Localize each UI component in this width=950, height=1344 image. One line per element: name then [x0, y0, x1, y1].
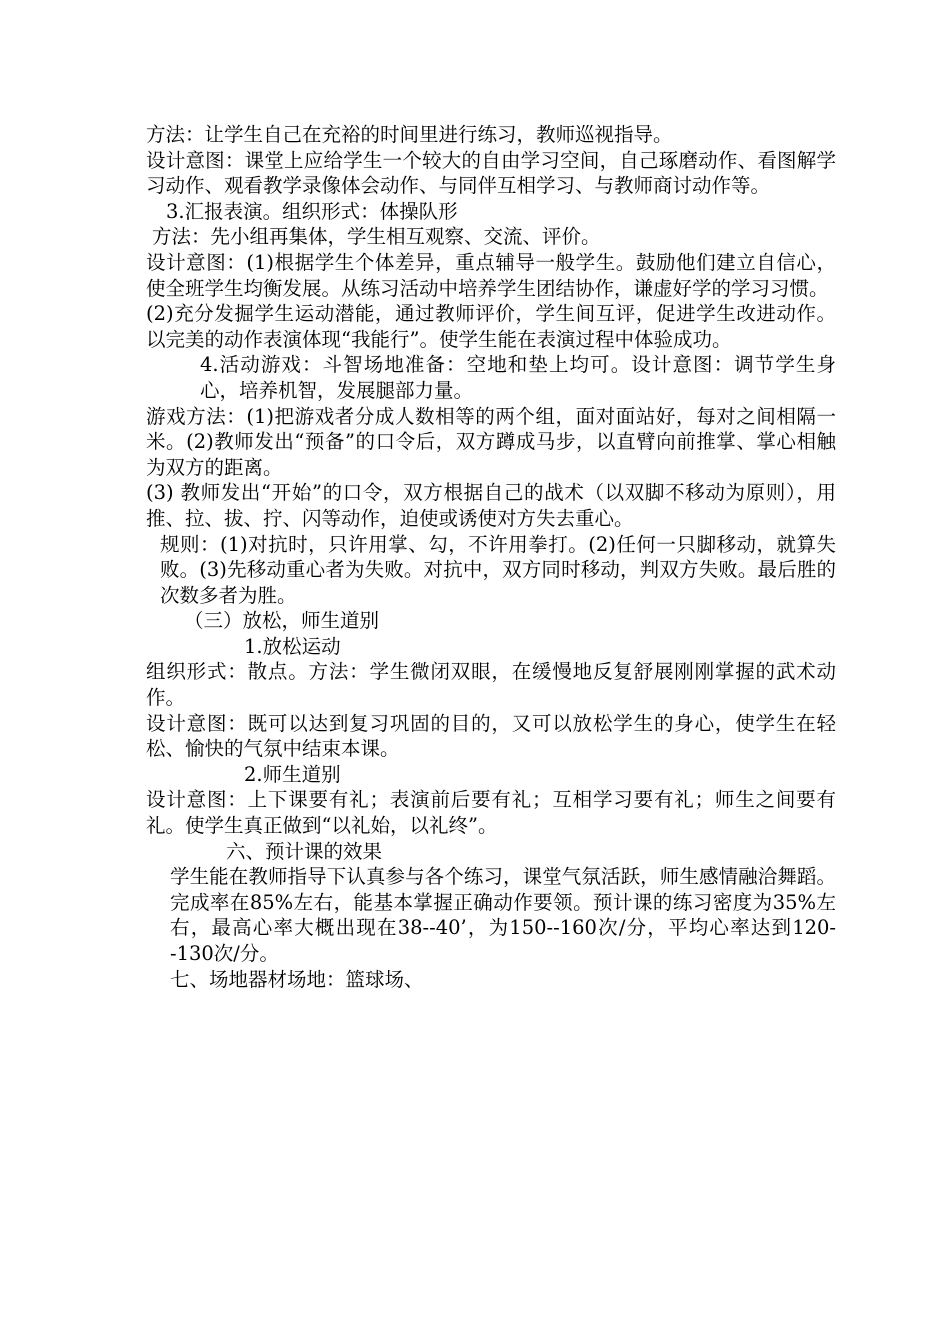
heading-relax-farewell: （三）放松，师生道别: [184, 609, 380, 633]
heading-expected-effect: 六、预计课的效果: [226, 839, 383, 863]
paragraph-game-method-3: (3) 教师发出“开始”的口令，双方根据自己的战术（以双脚不移动为原则），用推、拉、拔、拧、闪等动作，迫使或诱使对方失去重心。: [146, 481, 836, 530]
paragraph-design-intent-1: 设计意图：课堂上应给学生一个较大的自由学习空间，自己琢磨动作、看图解学习动作、观看教学录像体会动作、与同伴互相学习、与教师商讨动作等。: [146, 148, 836, 198]
paragraph-report-performance: 3.汇报表演。组织形式：体操队形: [166, 199, 458, 223]
heading-relax-exercise: 1.放松运动: [244, 634, 341, 658]
paragraph-design-intent-3: (2)充分发掘学生运动潜能，通过教师评价，学生间互评，促进学生改进动作。以完美的动作表演体现“我能行”。使学生能在表演过程中体验成功。: [146, 302, 836, 351]
heading-venue-equipment: 七、场地器材场地：篮球场、: [170, 967, 424, 991]
paragraph-rules: 规则：(1)对抗时，只许用掌、勾，不许用拳打。(2)任何一只脚移动，就算失败。(3)先移动重心者为失败。对抗中，双方同时移动，判双方失败。最后胜的次数多者为胜。: [160, 532, 836, 607]
paragraph-method-group: 方法：先小组再集体，学生相互观察、交流、评价。: [152, 225, 601, 249]
paragraph-design-intent-2: 设计意图：(1)根据学生个体差异，重点辅导一般学生。鼓励他们建立自信心，使全班学生均衡发展。从练习活动中培养学生团结协作，谦虚好学的学习习惯。: [146, 250, 836, 300]
heading-farewell: 2.师生道别: [244, 762, 341, 786]
document-body: [146, 122, 836, 992]
paragraph-design-intent-4: 设计意图：既可以达到复习巩固的目的，又可以放松学生的身心，使学生在轻松、愉快的气氛中结束本课。: [146, 711, 836, 761]
paragraph-design-intent-5: 设计意图：上下课要有礼；表演前后要有礼；互相学习要有礼；师生之间要有礼。使学生真正做到“以礼始，以礼终”。: [146, 788, 836, 838]
paragraph-game-method: 游戏方法：(1)把游戏者分成人数相等的两个组，面对面站好，每对之间相隔一米。(2)教师发出“预备”的口令后，双方蹲成马步，以直臂向前推掌、掌心相触为双方的距离。: [146, 404, 836, 479]
paragraph-organization: 组织形式：散点。方法：学生微闭双眼，在缓慢地反复舒展刚刚掌握的武术动作。: [146, 660, 836, 710]
paragraph-expected-effect: 学生能在教师指导下认真参与各个练习，课堂气氛活跃，师生感情融洽舞蹈。完成率在85%左右，能基本掌握正确动作要领。预计课的练习密度为35%左右，最高心率大概出现在38--40’，为150--160次/分，平均心率达到120--130次/分。: [170, 865, 836, 965]
paragraph-activity-game: 4.活动游戏：斗智场地准备：空地和垫上均可。设计意图：调节学生身心，培养机智，发展腿部力量。: [200, 353, 836, 402]
paragraph-method-practice: 方法：让学生自己在充裕的时间里进行练习，教师巡视指导。: [146, 123, 673, 146]
